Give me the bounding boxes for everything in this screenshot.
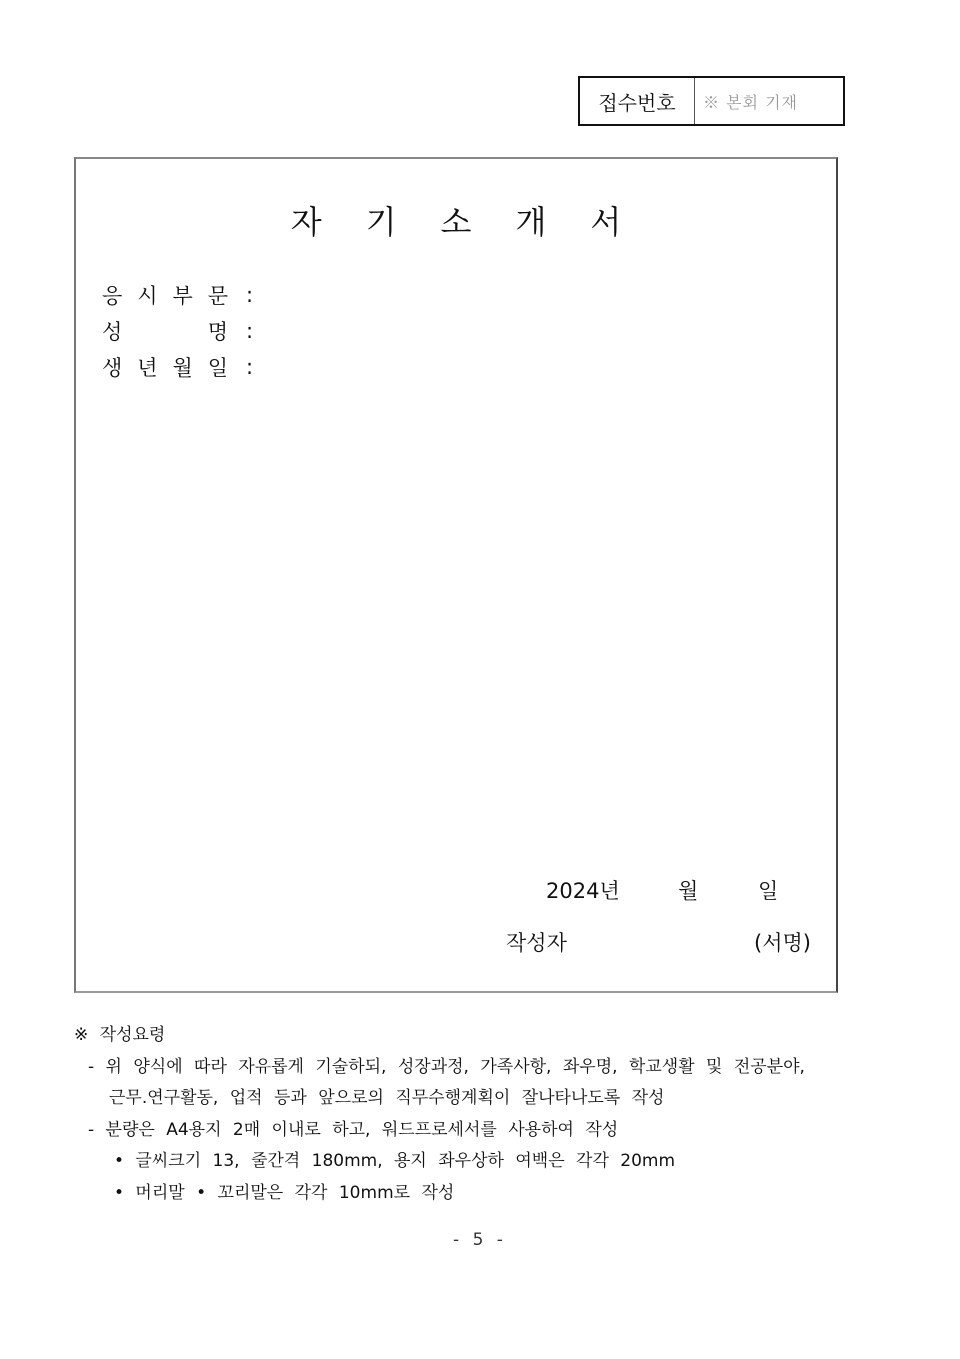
- date-day: 일: [758, 879, 779, 903]
- field-name[interactable]: [102, 313, 253, 349]
- author-label: 작성자: [506, 931, 567, 955]
- receipt-number-box: [578, 76, 845, 126]
- field-label: [102, 280, 228, 310]
- guidelines-heading: ※ 작성요령: [74, 1025, 166, 1045]
- date-year: 2024년: [546, 879, 620, 903]
- label-char: 문: [207, 284, 228, 308]
- label-char: 생: [102, 356, 123, 380]
- field-application-department[interactable]: [102, 277, 253, 313]
- applicant-fields: [102, 277, 253, 385]
- guideline-item: - 위 양식에 따라 자유롭게 기술하되, 성장과정, 가족사항, 좌우명, 학교생활 및 전공분야,: [88, 1056, 805, 1077]
- page-number: - 5 -: [453, 1230, 507, 1250]
- guideline-item-continued: 근무.연구활동, 업적 등과 앞으로의 직무수행계획이 잘나타나도록 작성: [109, 1088, 665, 1108]
- field-colon: :: [246, 355, 254, 379]
- label-char: 부: [172, 284, 193, 308]
- field-colon: :: [246, 283, 254, 307]
- label-char: 명: [207, 320, 228, 344]
- title-char: 기: [365, 203, 397, 241]
- self-introduction-form: [74, 157, 838, 993]
- title-char: 서: [590, 203, 622, 241]
- guideline-item: - 분량은 A4용지 2매 이내로 하고, 워드프로세서를 사용하여 작성: [88, 1119, 619, 1140]
- field-birth-date[interactable]: [102, 349, 253, 385]
- date-month: 월: [678, 879, 699, 903]
- label-char: 성: [102, 320, 123, 344]
- field-label: [102, 352, 228, 382]
- guideline-subitem: • 머리말 • 꼬리말은 각각 10mm로 작성: [114, 1182, 455, 1203]
- field-label: [102, 316, 228, 346]
- label-char: 시: [137, 284, 158, 308]
- label-char: 월: [172, 356, 193, 380]
- field-colon: :: [246, 319, 254, 343]
- label-char: 응: [102, 284, 123, 308]
- title-char: 소: [440, 203, 472, 241]
- writing-guidelines: [74, 1020, 805, 1209]
- receipt-number-label: 접수번호: [580, 78, 695, 124]
- form-title: [76, 197, 836, 243]
- label-char: 일: [207, 356, 228, 380]
- receipt-number-value: ※ 본회 기재: [703, 92, 798, 112]
- signature-field[interactable]: (서명): [754, 931, 811, 955]
- title-char: 자: [290, 203, 322, 241]
- label-char: 년: [137, 356, 158, 380]
- guideline-subitem: • 글씨크기 13, 줄간격 180mm, 용지 좌우상하 여백은 각각 20mm: [114, 1151, 676, 1171]
- title-char: 개: [515, 203, 547, 241]
